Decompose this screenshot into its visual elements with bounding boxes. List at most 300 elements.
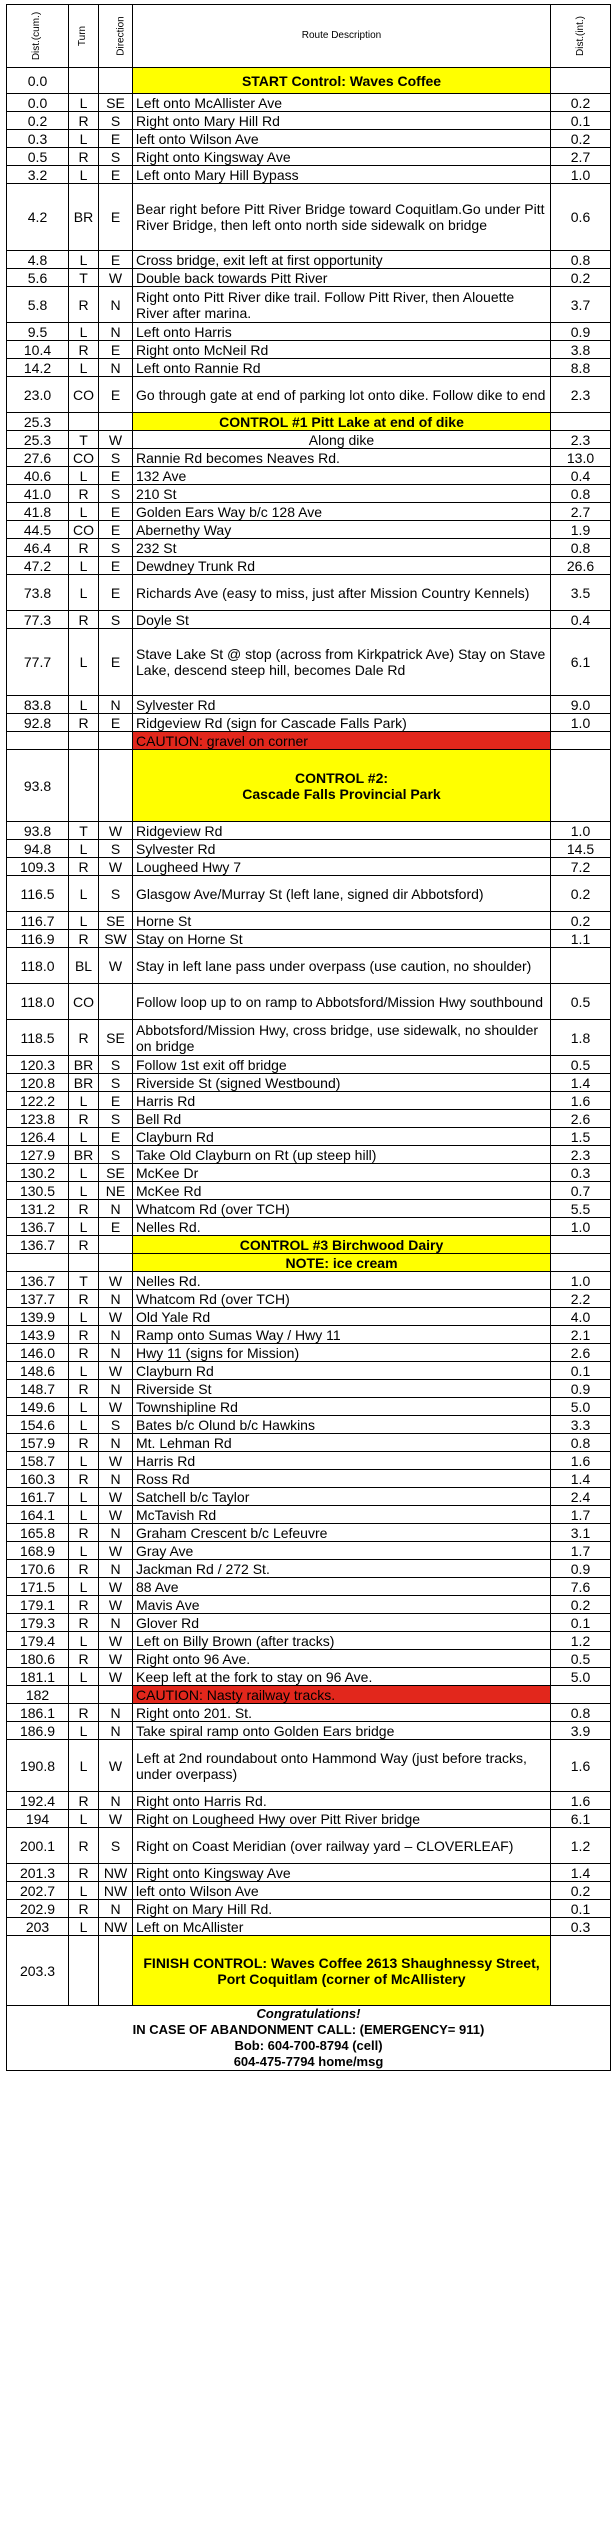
- direction-cell: E: [99, 341, 133, 359]
- turn-cell: T: [69, 1272, 99, 1290]
- dist-int-cell: 0.5: [551, 1650, 611, 1668]
- route-description-cell: Harris Rd: [133, 1092, 551, 1110]
- route-description-cell: Ross Rd: [133, 1470, 551, 1488]
- cue-row: [7, 1272, 611, 1290]
- turn-cell: L: [69, 1578, 99, 1596]
- direction-cell: E: [99, 251, 133, 269]
- turn-cell: L: [69, 629, 99, 696]
- route-description-cell: Riverside St (signed Westbound): [133, 1074, 551, 1092]
- cue-row: [7, 696, 611, 714]
- turn-cell: L: [69, 876, 99, 912]
- congrats-text: Congratulations!: [256, 2006, 361, 2021]
- direction-cell: [99, 750, 133, 822]
- direction-cell: N: [99, 1560, 133, 1578]
- turn-cell: L: [69, 840, 99, 858]
- dist-int-cell: 8.8: [551, 359, 611, 377]
- route-description-cell: 210 St: [133, 485, 551, 503]
- route-description-cell: Nelles Rd.: [133, 1272, 551, 1290]
- route-description-cell: Right onto 96 Ave.: [133, 1650, 551, 1668]
- abandonment-info: [7, 2006, 611, 2071]
- dist-cum-cell: 160.3: [7, 1470, 69, 1488]
- turn-cell: L: [69, 1542, 99, 1560]
- cue-row: [7, 1398, 611, 1416]
- cue-row: [7, 287, 611, 323]
- turn-cell: R: [69, 341, 99, 359]
- dist-int-cell: 0.8: [551, 251, 611, 269]
- turn-cell: R: [69, 1704, 99, 1722]
- dist-cum-cell: 143.9: [7, 1326, 69, 1344]
- direction-cell: E: [99, 184, 133, 251]
- direction-cell: E: [99, 130, 133, 148]
- turn-cell: R: [69, 1020, 99, 1056]
- direction-cell: SE: [99, 912, 133, 930]
- header-route-description: Route Description: [133, 5, 551, 68]
- route-description-cell: Gray Ave: [133, 1542, 551, 1560]
- dist-cum-cell: 77.3: [7, 611, 69, 629]
- route-description-cell: Cross bridge, exit left at first opportunity: [133, 251, 551, 269]
- dist-cum-cell: 165.8: [7, 1524, 69, 1542]
- route-description-cell: Take Old Clayburn on Rt (up steep hill): [133, 1146, 551, 1164]
- cue-row: [7, 858, 611, 876]
- turn-cell: L: [69, 1362, 99, 1380]
- dist-int-cell: 0.2: [551, 130, 611, 148]
- route-description-cell: 132 Ave: [133, 467, 551, 485]
- dist-cum-cell: [7, 1254, 69, 1272]
- cue-row: [7, 557, 611, 575]
- dist-cum-cell: 25.3: [7, 413, 69, 431]
- route-description-cell: Abbotsford/Mission Hwy, cross bridge, use sidewalk, no shoulder on bridge: [133, 1020, 551, 1056]
- turn-cell: R: [69, 714, 99, 732]
- caution-row: [7, 732, 611, 750]
- dist-cum-cell: 5.8: [7, 287, 69, 323]
- route-description-cell: Stay in left lane pass under overpass (use caution, no shoulder): [133, 948, 551, 984]
- direction-cell: NW: [99, 1918, 133, 1936]
- dist-cum-cell: 161.7: [7, 1488, 69, 1506]
- direction-cell: [99, 984, 133, 1020]
- dist-int-cell: [551, 1686, 611, 1704]
- route-description-cell: McKee Dr: [133, 1164, 551, 1182]
- cue-row: [7, 611, 611, 629]
- direction-cell: E: [99, 1092, 133, 1110]
- direction-cell: N: [99, 1200, 133, 1218]
- turn-cell: [69, 732, 99, 750]
- direction-cell: E: [99, 503, 133, 521]
- dist-cum-cell: 137.7: [7, 1290, 69, 1308]
- turn-cell: CO: [69, 377, 99, 413]
- dist-int-cell: 3.9: [551, 1722, 611, 1740]
- dist-cum-cell: 116.5: [7, 876, 69, 912]
- turn-cell: L: [69, 1740, 99, 1792]
- direction-cell: N: [99, 1380, 133, 1398]
- turn-cell: L: [69, 1918, 99, 1936]
- cue-row: [7, 876, 611, 912]
- direction-cell: S: [99, 611, 133, 629]
- dist-int-cell: 1.4: [551, 1864, 611, 1882]
- route-description-cell: START Control: Waves Coffee: [133, 68, 551, 94]
- dist-cum-cell: 131.2: [7, 1200, 69, 1218]
- route-description-cell: Left onto McAllister Ave: [133, 94, 551, 112]
- route-description-cell: Sylvester Rd: [133, 696, 551, 714]
- cue-row: [7, 1416, 611, 1434]
- direction-cell: S: [99, 148, 133, 166]
- route-description-cell: Old Yale Rd: [133, 1308, 551, 1326]
- turn-cell: L: [69, 1632, 99, 1650]
- turn-cell: R: [69, 1864, 99, 1882]
- route-description-cell: Bear right before Pitt River Bridge toward Coquitlam.Go under Pitt River Bridge, then left onto north side sidewalk on bridge: [133, 184, 551, 251]
- dist-int-cell: 1.0: [551, 714, 611, 732]
- route-description-cell: Horne St: [133, 912, 551, 930]
- dist-cum-cell: 186.9: [7, 1722, 69, 1740]
- route-description-cell: Follow loop up to on ramp to Abbotsford/Mission Hwy southbound: [133, 984, 551, 1020]
- turn-cell: L: [69, 251, 99, 269]
- cue-row: [7, 1864, 611, 1882]
- route-description-cell: Left at 2nd roundabout onto Hammond Way (just before tracks, under overpass): [133, 1740, 551, 1792]
- direction-cell: W: [99, 1452, 133, 1470]
- route-description-cell: Right onto McNeil Rd: [133, 341, 551, 359]
- turn-cell: L: [69, 323, 99, 341]
- dist-cum-cell: 181.1: [7, 1668, 69, 1686]
- turn-cell: R: [69, 1596, 99, 1614]
- dist-int-cell: 2.7: [551, 148, 611, 166]
- dist-int-cell: 0.3: [551, 1918, 611, 1936]
- cue-row: [7, 1578, 611, 1596]
- route-description-cell: Right onto Harris Rd.: [133, 1792, 551, 1810]
- route-description-cell: Glasgow Ave/Murray St (left lane, signed dir Abbotsford): [133, 876, 551, 912]
- cue-row: [7, 1128, 611, 1146]
- dist-int-cell: 0.2: [551, 94, 611, 112]
- turn-cell: R: [69, 1344, 99, 1362]
- turn-cell: L: [69, 166, 99, 184]
- cue-row: [7, 1092, 611, 1110]
- cue-table: [6, 4, 611, 2071]
- turn-cell: [69, 750, 99, 822]
- route-description-cell: McTavish Rd: [133, 1506, 551, 1524]
- cue-row: [7, 1828, 611, 1864]
- cue-row: [7, 930, 611, 948]
- route-description-cell: Glover Rd: [133, 1614, 551, 1632]
- route-description-cell: CAUTION: gravel on corner: [133, 732, 551, 750]
- dist-cum-cell: 203: [7, 1918, 69, 1936]
- cue-row: [7, 1918, 611, 1936]
- direction-cell: W: [99, 1578, 133, 1596]
- direction-cell: [99, 1686, 133, 1704]
- dist-int-cell: 0.4: [551, 467, 611, 485]
- dist-cum-cell: 44.5: [7, 521, 69, 539]
- direction-cell: S: [99, 876, 133, 912]
- direction-cell: S: [99, 539, 133, 557]
- route-description-cell: Right onto Mary Hill Rd: [133, 112, 551, 130]
- route-description-cell: Right onto Pitt River dike trail. Follow Pitt River, then Alouette River after marina.: [133, 287, 551, 323]
- dist-int-cell: 0.1: [551, 112, 611, 130]
- cue-row: [7, 166, 611, 184]
- direction-cell: [99, 413, 133, 431]
- route-description-cell: Clayburn Rd: [133, 1128, 551, 1146]
- cue-row: [7, 1632, 611, 1650]
- route-description-cell: Dewdney Trunk Rd: [133, 557, 551, 575]
- dist-cum-cell: 194: [7, 1810, 69, 1828]
- dist-int-cell: 0.8: [551, 485, 611, 503]
- control-row: [7, 413, 611, 431]
- dist-cum-cell: 118.0: [7, 984, 69, 1020]
- turn-cell: R: [69, 1326, 99, 1344]
- dist-cum-cell: 0.0: [7, 68, 69, 94]
- cue-row: [7, 1110, 611, 1128]
- turn-cell: [69, 1254, 99, 1272]
- cue-row: [7, 467, 611, 485]
- direction-cell: NW: [99, 1864, 133, 1882]
- dist-int-cell: 0.8: [551, 1434, 611, 1452]
- turn-cell: L: [69, 1182, 99, 1200]
- dist-int-cell: [551, 68, 611, 94]
- dist-cum-cell: 120.3: [7, 1056, 69, 1074]
- turn-cell: T: [69, 431, 99, 449]
- turn-cell: R: [69, 930, 99, 948]
- direction-cell: W: [99, 1506, 133, 1524]
- dist-cum-cell: 118.0: [7, 948, 69, 984]
- control-row: [7, 68, 611, 94]
- turn-cell: R: [69, 1290, 99, 1308]
- dist-int-cell: 0.2: [551, 912, 611, 930]
- cue-row: [7, 1506, 611, 1524]
- turn-cell: R: [69, 1380, 99, 1398]
- dist-int-cell: 5.5: [551, 1200, 611, 1218]
- turn-cell: R: [69, 539, 99, 557]
- route-description-cell: Richards Ave (easy to miss, just after Mission Country Kennels): [133, 575, 551, 611]
- direction-cell: S: [99, 112, 133, 130]
- direction-cell: NE: [99, 1182, 133, 1200]
- dist-int-cell: 0.7: [551, 1182, 611, 1200]
- dist-cum-cell: 47.2: [7, 557, 69, 575]
- direction-cell: E: [99, 557, 133, 575]
- dist-cum-cell: 3.2: [7, 166, 69, 184]
- turn-cell: BR: [69, 184, 99, 251]
- dist-cum-cell: 116.9: [7, 930, 69, 948]
- cue-row: [7, 1470, 611, 1488]
- dist-int-cell: 0.9: [551, 1380, 611, 1398]
- dist-int-cell: 0.9: [551, 323, 611, 341]
- dist-cum-cell: 164.1: [7, 1506, 69, 1524]
- cue-row: [7, 521, 611, 539]
- dist-int-cell: 0.5: [551, 984, 611, 1020]
- cue-row: [7, 1740, 611, 1792]
- dist-int-cell: 3.8: [551, 341, 611, 359]
- dist-cum-cell: 168.9: [7, 1542, 69, 1560]
- cue-row: [7, 1218, 611, 1236]
- dist-int-cell: 1.4: [551, 1470, 611, 1488]
- route-description-cell: CAUTION: Nasty railway tracks.: [133, 1686, 551, 1704]
- dist-cum-cell: 93.8: [7, 822, 69, 840]
- dist-cum-cell: 14.2: [7, 359, 69, 377]
- dist-cum-cell: 46.4: [7, 539, 69, 557]
- dist-int-cell: 0.5: [551, 1056, 611, 1074]
- turn-cell: R: [69, 1524, 99, 1542]
- cue-row: [7, 503, 611, 521]
- direction-cell: S: [99, 1416, 133, 1434]
- dist-cum-cell: 202.9: [7, 1900, 69, 1918]
- direction-cell: W: [99, 1398, 133, 1416]
- direction-cell: W: [99, 858, 133, 876]
- dist-int-cell: 1.7: [551, 1542, 611, 1560]
- turn-cell: [69, 1686, 99, 1704]
- footer-row: [7, 2006, 611, 2071]
- dist-int-cell: 0.8: [551, 1704, 611, 1722]
- turn-cell: R: [69, 1614, 99, 1632]
- direction-cell: N: [99, 1326, 133, 1344]
- dist-cum-cell: 5.6: [7, 269, 69, 287]
- direction-cell: SW: [99, 930, 133, 948]
- turn-cell: [69, 68, 99, 94]
- direction-cell: E: [99, 629, 133, 696]
- turn-cell: R: [69, 1650, 99, 1668]
- turn-cell: L: [69, 1416, 99, 1434]
- control-row: [7, 1936, 611, 2006]
- direction-cell: N: [99, 1614, 133, 1632]
- route-description-cell: McKee Rd: [133, 1182, 551, 1200]
- route-description-cell: Townshipline Rd: [133, 1398, 551, 1416]
- turn-cell: CO: [69, 984, 99, 1020]
- turn-cell: L: [69, 1308, 99, 1326]
- dist-int-cell: 3.1: [551, 1524, 611, 1542]
- direction-cell: W: [99, 1632, 133, 1650]
- dist-cum-cell: 0.5: [7, 148, 69, 166]
- route-description-cell: Stay on Horne St: [133, 930, 551, 948]
- dist-int-cell: 0.4: [551, 611, 611, 629]
- turn-cell: L: [69, 467, 99, 485]
- cue-row: [7, 984, 611, 1020]
- turn-cell: BR: [69, 1074, 99, 1092]
- direction-cell: E: [99, 377, 133, 413]
- turn-cell: L: [69, 1668, 99, 1686]
- dist-cum-cell: 157.9: [7, 1434, 69, 1452]
- route-description-cell: Ramp onto Sumas Way / Hwy 11: [133, 1326, 551, 1344]
- dist-int-cell: 1.8: [551, 1020, 611, 1056]
- direction-cell: W: [99, 1650, 133, 1668]
- dist-cum-cell: 130.5: [7, 1182, 69, 1200]
- turn-cell: L: [69, 1810, 99, 1828]
- direction-cell: W: [99, 1488, 133, 1506]
- dist-cum-cell: 148.6: [7, 1362, 69, 1380]
- direction-cell: N: [99, 1900, 133, 1918]
- turn-cell: L: [69, 912, 99, 930]
- turn-cell: L: [69, 1092, 99, 1110]
- route-description-cell: FINISH CONTROL: Waves Coffee 2613 Shaughnessy Street, Port Coquitlam (corner of McAllistery: [133, 1936, 551, 2006]
- dist-int-cell: 0.9: [551, 1560, 611, 1578]
- turn-cell: L: [69, 1452, 99, 1470]
- direction-cell: N: [99, 1344, 133, 1362]
- cue-row: [7, 112, 611, 130]
- turn-cell: R: [69, 287, 99, 323]
- dist-int-cell: 2.1: [551, 1326, 611, 1344]
- dist-int-cell: 0.2: [551, 1596, 611, 1614]
- direction-cell: W: [99, 1668, 133, 1686]
- route-description-cell: Mt. Lehman Rd: [133, 1434, 551, 1452]
- route-description-cell: CONTROL #1 Pitt Lake at end of dike: [133, 413, 551, 431]
- cue-row: [7, 1900, 611, 1918]
- dist-cum-cell: 192.4: [7, 1792, 69, 1810]
- direction-cell: W: [99, 1362, 133, 1380]
- dist-int-cell: 1.0: [551, 1218, 611, 1236]
- cue-row: [7, 1056, 611, 1074]
- direction-cell: S: [99, 1110, 133, 1128]
- cue-row: [7, 1560, 611, 1578]
- direction-cell: W: [99, 269, 133, 287]
- direction-cell: E: [99, 1218, 133, 1236]
- direction-cell: N: [99, 1290, 133, 1308]
- dist-cum-cell: 41.0: [7, 485, 69, 503]
- dist-cum-cell: 4.8: [7, 251, 69, 269]
- dist-cum-cell: 25.3: [7, 431, 69, 449]
- dist-int-cell: 1.7: [551, 1506, 611, 1524]
- dist-cum-cell: 146.0: [7, 1344, 69, 1362]
- cue-row: [7, 1704, 611, 1722]
- direction-cell: S: [99, 840, 133, 858]
- dist-cum-cell: 83.8: [7, 696, 69, 714]
- dist-cum-cell: 139.9: [7, 1308, 69, 1326]
- direction-cell: N: [99, 696, 133, 714]
- dist-cum-cell: 136.7: [7, 1272, 69, 1290]
- route-description-cell: Take spiral ramp onto Golden Ears bridge: [133, 1722, 551, 1740]
- route-description-cell: Nelles Rd.: [133, 1218, 551, 1236]
- dist-int-cell: 1.6: [551, 1792, 611, 1810]
- cue-row: [7, 431, 611, 449]
- route-description-cell: Jackman Rd / 272 St.: [133, 1560, 551, 1578]
- route-description-cell: Harris Rd: [133, 1452, 551, 1470]
- dist-cum-cell: 77.7: [7, 629, 69, 696]
- dist-int-cell: 6.1: [551, 1810, 611, 1828]
- dist-cum-cell: 109.3: [7, 858, 69, 876]
- cue-row: [7, 269, 611, 287]
- dist-int-cell: 2.6: [551, 1344, 611, 1362]
- cue-row: [7, 1434, 611, 1452]
- route-description-cell: Right on Lougheed Hwy over Pitt River bridge: [133, 1810, 551, 1828]
- control-row: [7, 1236, 611, 1254]
- abandonment-call-text: IN CASE OF ABANDONMENT CALL: (EMERGENCY= 911): [132, 2022, 485, 2037]
- cue-row: [7, 251, 611, 269]
- dist-cum-cell: 116.7: [7, 912, 69, 930]
- cue-row: [7, 1380, 611, 1398]
- cue-row: [7, 1650, 611, 1668]
- dist-int-cell: 1.4: [551, 1074, 611, 1092]
- turn-cell: R: [69, 112, 99, 130]
- route-description-cell: Bell Rd: [133, 1110, 551, 1128]
- dist-cum-cell: 182: [7, 1686, 69, 1704]
- direction-cell: N: [99, 1524, 133, 1542]
- route-description-cell: Abernethy Way: [133, 521, 551, 539]
- route-description-cell: Sylvester Rd: [133, 840, 551, 858]
- dist-int-cell: 1.6: [551, 1740, 611, 1792]
- dist-cum-cell: 0.2: [7, 112, 69, 130]
- dist-int-cell: 1.5: [551, 1128, 611, 1146]
- dist-cum-cell: 93.8: [7, 750, 69, 822]
- cue-row: [7, 575, 611, 611]
- route-description-cell: CONTROL #3 Birchwood Dairy: [133, 1236, 551, 1254]
- direction-cell: N: [99, 1434, 133, 1452]
- dist-int-cell: 1.2: [551, 1828, 611, 1864]
- dist-cum-cell: 149.6: [7, 1398, 69, 1416]
- dist-int-cell: 1.0: [551, 1272, 611, 1290]
- cue-row: [7, 1182, 611, 1200]
- dist-int-cell: 2.6: [551, 1110, 611, 1128]
- route-description-cell: 88 Ave: [133, 1578, 551, 1596]
- dist-int-cell: 0.8: [551, 539, 611, 557]
- dist-int-cell: 2.7: [551, 503, 611, 521]
- route-description-cell: Left on McAllister: [133, 1918, 551, 1936]
- dist-int-cell: 1.2: [551, 1632, 611, 1650]
- direction-cell: SE: [99, 1020, 133, 1056]
- dist-cum-cell: 0.3: [7, 130, 69, 148]
- dist-int-cell: 0.3: [551, 1164, 611, 1182]
- cue-row: [7, 449, 611, 467]
